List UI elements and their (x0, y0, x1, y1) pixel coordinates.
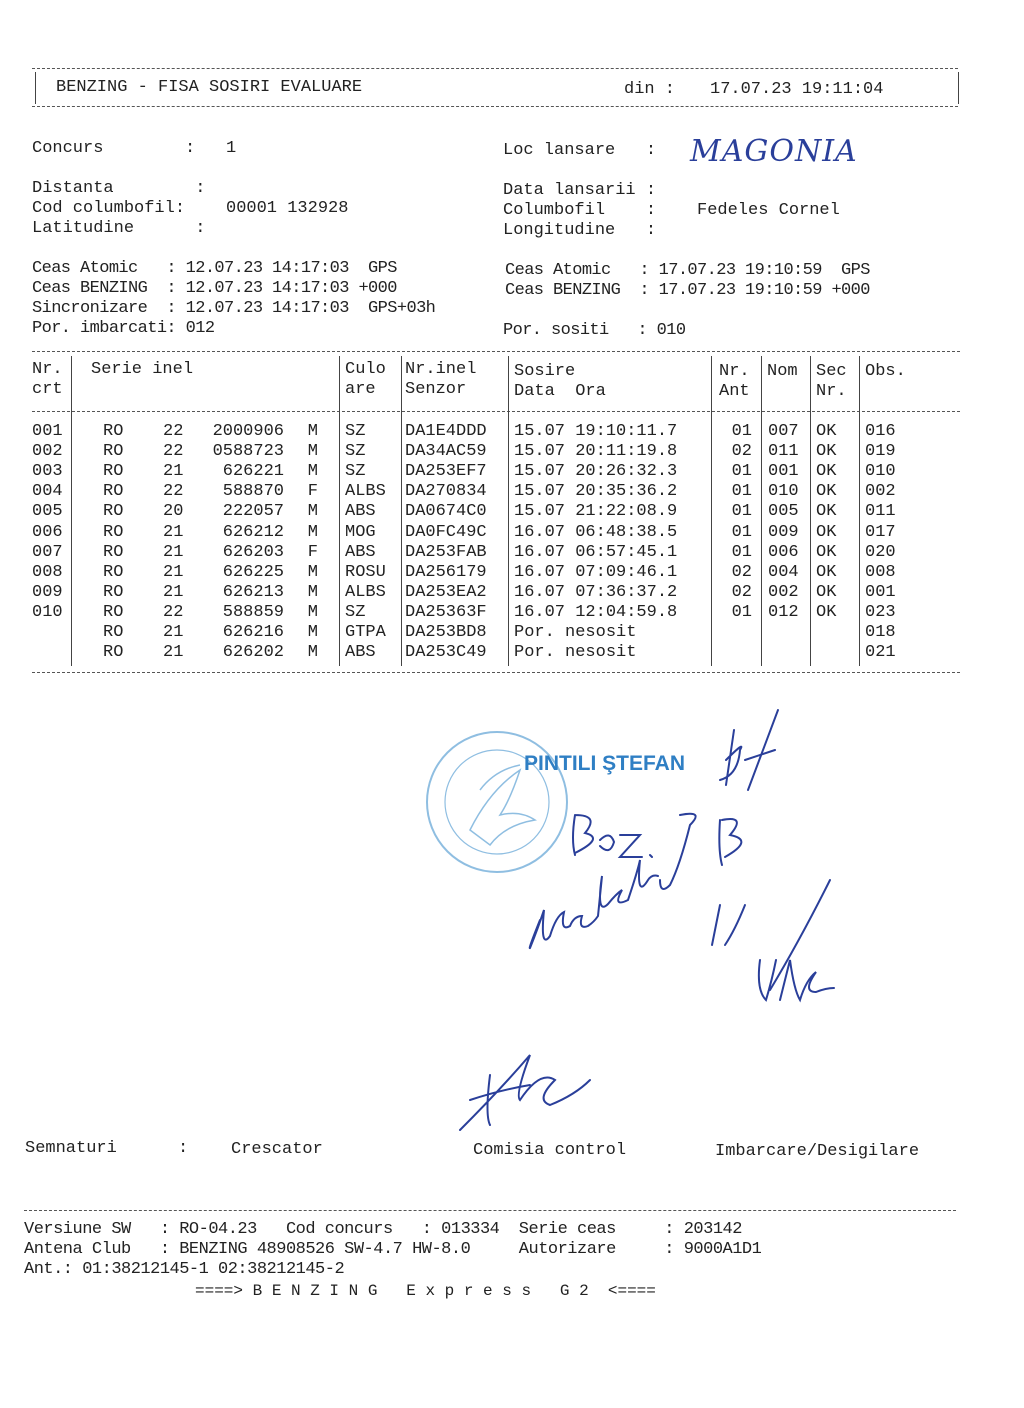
cell-nom: 012 (768, 602, 799, 622)
th-serie-inel: Serie inel (91, 360, 194, 379)
cell-sex: F (307, 482, 318, 502)
document-title: BENZING - FISA SOSIRI EVALUARE (56, 78, 363, 97)
cell-obs: 011 (865, 502, 896, 522)
cell-arrival-time: 16.07 06:48:38.5 (514, 522, 678, 542)
cod-columbofil-label: Cod columbofil: (32, 199, 186, 218)
cell-sec-status: OK (816, 442, 837, 462)
cell-antenna: 02 (731, 582, 752, 602)
cell-ring-year: 21 (163, 623, 184, 642)
cell-arrival-time: 16.07 06:57:45.1 (514, 542, 678, 562)
cell-arrival-time: 15.07 20:11:19.8 (514, 442, 678, 462)
cell-color: ABS (345, 542, 376, 562)
cell-color: ABS (345, 643, 376, 663)
cell-sex: M (307, 422, 318, 441)
cell-arrival-time: Por. nesosit (514, 623, 637, 642)
cell-sex: M (307, 602, 318, 622)
cell-row-nr: 006 (32, 522, 63, 542)
th-senzor: Senzor (405, 380, 467, 399)
cell-sensor-id: DA253EA2 (405, 582, 487, 602)
cell-ring-year: 21 (163, 522, 184, 542)
cell-sex: M (307, 623, 318, 642)
th-sosire: Sosire (514, 362, 576, 381)
th-nr-ant-2: Ant (719, 382, 750, 401)
cell-color: SZ (345, 442, 366, 462)
cell-color: SZ (345, 422, 366, 441)
cell-row-nr: 008 (32, 562, 63, 582)
cell-antenna: 01 (731, 422, 752, 441)
cell-sensor-id: DA253FAB (405, 542, 487, 562)
th-nr-inel: Nr.inel (405, 360, 477, 379)
clock-atomic-end: Ceas Atomic : 17.07.23 19:10:59 GPS (505, 261, 870, 280)
signatures-label: Semnaturi : (25, 1139, 189, 1158)
cell-antenna: 01 (731, 502, 752, 522)
footer-brand: ====> B E N Z I N G E x p r e s s G 2 <==== (195, 1282, 656, 1300)
cell-ring-number: 626213 (222, 582, 284, 602)
cell-sex: M (307, 502, 318, 522)
footer-antenna: Antena Club : BENZING 48908526 SW-4.7 HW-8.0 Autorizare : 9000A1D1 (24, 1240, 762, 1259)
cell-arrival-time: 16.07 07:09:46.1 (514, 562, 678, 582)
clock-benzing-end: Ceas BENZING : 17.07.23 19:10:59 +000 (505, 281, 870, 300)
cell-row-nr: 010 (32, 602, 63, 622)
th-crt: crt (32, 380, 63, 399)
cell-nom: 006 (768, 542, 799, 562)
cell-antenna: 02 (731, 562, 752, 582)
cell-obs: 019 (865, 442, 896, 462)
cell-ring-country: RO (103, 422, 124, 441)
cell-antenna: 01 (731, 602, 752, 622)
cell-obs: 020 (865, 542, 896, 562)
concurs-value: 1 (226, 139, 237, 158)
cell-nom: 005 (768, 502, 799, 522)
cell-row-nr: 001 (32, 422, 63, 441)
cell-ring-number: 626212 (222, 522, 284, 542)
cell-ring-country: RO (103, 522, 124, 542)
cell-sec-status: OK (816, 522, 837, 542)
clock-atomic-start: Ceas Atomic : 12.07.23 14:17:03 GPS (32, 259, 397, 278)
cell-obs: 017 (865, 522, 896, 542)
columbofil-value: Fedeles Cornel (697, 201, 840, 220)
cell-obs: 008 (865, 562, 896, 582)
cell-ring-number: 626225 (222, 562, 284, 582)
cell-row-nr: 004 (32, 482, 63, 502)
th-nr-ant: Nr. (719, 362, 750, 381)
cell-ring-country: RO (103, 482, 124, 502)
cell-arrival-time: Por. nesosit (514, 643, 637, 663)
cell-sensor-id: DA25363F (405, 602, 487, 622)
cell-sensor-id: DA256179 (405, 562, 487, 582)
cell-sex: M (307, 562, 318, 582)
cell-obs: 001 (865, 582, 896, 602)
cell-obs: 016 (865, 422, 896, 441)
cell-obs: 010 (865, 462, 896, 482)
cell-sensor-id: DA253C49 (405, 643, 487, 663)
cell-sec-status: OK (816, 562, 837, 582)
cell-ring-number: 2000906 (212, 422, 284, 441)
cell-sex: M (307, 462, 318, 482)
cell-ring-country: RO (103, 602, 124, 622)
cell-sec-status: OK (816, 602, 837, 622)
cod-columbofil-value: 00001 132928 (226, 199, 349, 218)
footer-version: Versiune SW : RO-04.23 Cod concurs : 013334 Serie ceas : 203142 (24, 1220, 742, 1239)
pigeons-arrived: Por. sositi : 010 (503, 321, 686, 340)
cell-row-nr: 009 (32, 582, 63, 602)
pigeons-boarded: Por. imbarcati: 012 (32, 319, 215, 338)
data-lansarii-label: Data lansarii : (503, 181, 657, 200)
cell-ring-country: RO (103, 502, 124, 522)
cell-antenna: 02 (731, 442, 752, 462)
cell-arrival-time: 15.07 20:26:32.3 (514, 462, 678, 482)
cell-color: MOG (345, 522, 376, 542)
cell-obs: 023 (865, 602, 896, 622)
cell-ring-number: 626203 (222, 542, 284, 562)
cell-color: ABS (345, 502, 376, 522)
concurs-label: Concurs : (32, 139, 196, 158)
cell-ring-country: RO (103, 442, 124, 462)
cell-ring-year: 22 (163, 482, 184, 502)
cell-ring-country: RO (103, 562, 124, 582)
cell-sex: M (307, 522, 318, 542)
cell-antenna: 01 (731, 482, 752, 502)
cell-sensor-id: DA0FC49C (405, 522, 487, 542)
cell-sex: F (307, 542, 318, 562)
stamp-name: PINTILI ŞTEFAN (524, 752, 686, 775)
cell-color: GTPA (345, 623, 386, 642)
cell-color: ALBS (345, 582, 386, 602)
th-culoare-2: are (345, 380, 376, 399)
cell-sensor-id: DA253EF7 (405, 462, 487, 482)
footer-ant: Ant.: 01:38212145-1 02:38212145-2 (24, 1260, 345, 1279)
th-nr: Nr. (32, 360, 63, 379)
cell-sex: M (307, 582, 318, 602)
distanta-label: Distanta : (32, 179, 206, 198)
cell-sec-status: OK (816, 502, 837, 522)
cell-ring-year: 21 (163, 542, 184, 562)
cell-ring-number: 222057 (222, 502, 284, 522)
cell-obs: 018 (865, 623, 896, 642)
cell-row-nr: 003 (32, 462, 63, 482)
cell-ring-country: RO (103, 623, 124, 642)
cell-arrival-time: 15.07 20:35:36.2 (514, 482, 678, 502)
cell-nom: 007 (768, 422, 799, 441)
footer-divider (24, 1210, 956, 1211)
cell-color: SZ (345, 602, 366, 622)
cell-ring-year: 21 (163, 582, 184, 602)
print-date: 17.07.23 19:11:04 (710, 80, 884, 99)
cell-nom: 002 (768, 582, 799, 602)
cell-sensor-id: DA34AC59 (405, 442, 487, 462)
cell-sensor-id: DA0674C0 (405, 502, 487, 522)
cell-sensor-id: DA253BD8 (405, 623, 487, 642)
cell-antenna: 01 (731, 522, 752, 542)
cell-sec-status: OK (816, 462, 837, 482)
cell-sex: M (307, 442, 318, 462)
cell-color: SZ (345, 462, 366, 482)
sync-line: Sincronizare : 12.07.23 14:17:03 GPS+03h (32, 299, 436, 318)
signature-crescator: Crescator (231, 1140, 323, 1159)
cell-ring-country: RO (103, 582, 124, 602)
cell-ring-year: 21 (163, 462, 184, 482)
signature-imbarcare: Imbarcare/Desigilare (715, 1142, 920, 1161)
cell-color: ROSU (345, 562, 386, 582)
cell-obs: 021 (865, 643, 896, 663)
cell-ring-country: RO (103, 462, 124, 482)
cell-arrival-time: 15.07 19:10:11.7 (514, 422, 678, 441)
th-sec-nr: Nr. (816, 382, 847, 401)
cell-sec-status: OK (816, 582, 837, 602)
cell-arrival-time: 16.07 12:04:59.8 (514, 602, 678, 622)
cell-sec-status: OK (816, 482, 837, 502)
cell-ring-year: 20 (163, 502, 184, 522)
cell-ring-number: 626221 (222, 462, 284, 482)
cell-nom: 001 (768, 462, 799, 482)
cell-sensor-id: DA1E4DDD (405, 422, 487, 441)
cell-color: ALBS (345, 482, 386, 502)
cell-sec-status: OK (816, 422, 837, 441)
cell-ring-country: RO (103, 643, 124, 663)
date-label: din : (624, 80, 676, 99)
cell-antenna: 01 (731, 542, 752, 562)
latitudine-label: Latitudine : (32, 219, 206, 238)
cell-row-nr: 002 (32, 442, 63, 462)
cell-ring-year: 22 (163, 442, 184, 462)
signature-comisia: Comisia control (473, 1141, 627, 1160)
th-culoare: Culo (345, 360, 386, 379)
cell-sex: M (307, 643, 318, 663)
clock-benzing-start: Ceas BENZING : 12.07.23 14:17:03 +000 (32, 279, 397, 298)
cell-ring-year: 22 (163, 422, 184, 441)
cell-arrival-time: 15.07 21:22:08.9 (514, 502, 678, 522)
longitudine-label: Longitudine : (503, 221, 657, 240)
cell-arrival-time: 16.07 07:36:37.2 (514, 582, 678, 602)
cell-nom: 011 (768, 442, 799, 462)
cell-ring-number: 626216 (222, 623, 284, 642)
cell-antenna: 01 (731, 462, 752, 482)
th-obs: Obs. (865, 362, 906, 381)
th-nom: Nom (767, 362, 798, 381)
cell-ring-number: 0588723 (212, 442, 284, 462)
th-sec: Sec (816, 362, 847, 381)
loc-lansare-label: Loc lansare : (503, 141, 657, 160)
cell-sec-status: OK (816, 542, 837, 562)
cell-ring-year: 22 (163, 602, 184, 622)
cell-ring-number: 626202 (222, 643, 284, 663)
cell-obs: 002 (865, 482, 896, 502)
cell-nom: 004 (768, 562, 799, 582)
loc-lansare-value: MAGONIA (690, 134, 858, 169)
cell-ring-year: 21 (163, 643, 184, 663)
cell-ring-country: RO (103, 542, 124, 562)
th-data-ora: Data Ora (514, 382, 606, 401)
cell-ring-number: 588870 (222, 482, 284, 502)
columbofil-label: Columbofil : (503, 201, 657, 220)
cell-row-nr: 005 (32, 502, 63, 522)
cell-row-nr: 007 (32, 542, 63, 562)
cell-nom: 010 (768, 482, 799, 502)
cell-ring-number: 588859 (222, 602, 284, 622)
cell-ring-year: 21 (163, 562, 184, 582)
cell-nom: 009 (768, 522, 799, 542)
cell-sensor-id: DA270834 (405, 482, 487, 502)
